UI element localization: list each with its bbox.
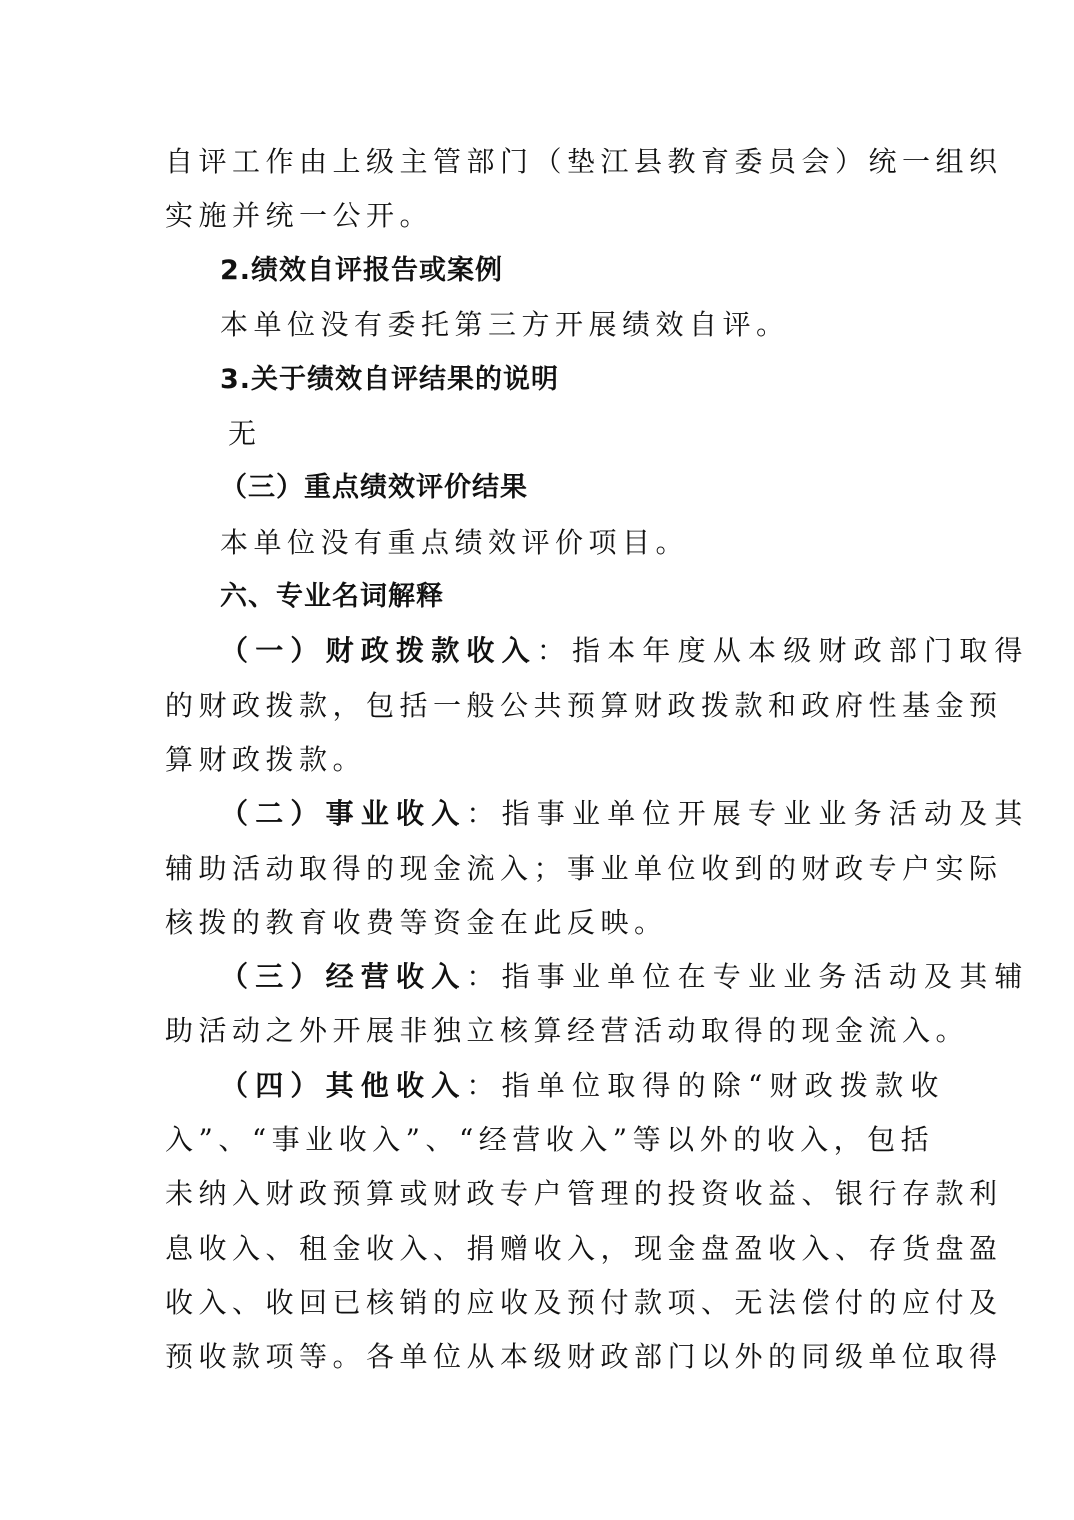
paragraph-line: 本单位没有委托第三方开展绩效自评。 [220,308,790,341]
term-label: （四）其他收入 [220,1069,467,1102]
paragraph-line: 辅助活动取得的现金流入；事业单位收到的财政专户实际 [165,852,1003,885]
paragraph-line: 自评工作由上级主管部门（垫江县教育委员会）统一组织 [165,145,1003,178]
term-definition-line [220,794,1030,834]
paragraph-line: 核拨的教育收费等资金在此反映。 [165,906,668,939]
term-text: ：指事业单位在专业业务活动及其辅 [466,960,1030,993]
term-text: ：指事业单位开展专业业务活动及其 [466,797,1030,830]
paragraph-line: 无 [228,417,257,450]
term-label: （一）财政拨款收入 [220,634,537,667]
paragraph-line: 收入、收回已核销的应收及预付款项、无法偿付的应付及 [165,1286,1003,1319]
term-definition-line [220,957,1030,997]
section-heading: 3.关于绩效自评结果的说明 [220,364,560,395]
paragraph-line: 息收入、租金收入、捐赠收入，现金盘盈收入、存货盘盈 [165,1232,1003,1265]
term-definition-line [220,631,1030,671]
section-heading: 六、专业名词解释 [220,581,444,612]
term-label: （二）事业收入 [220,797,467,830]
section-heading: （三）重点绩效评价结果 [220,472,528,503]
term-label: （三）经营收入 [220,960,467,993]
paragraph-line: 实施并统一公开。 [165,199,434,232]
section-heading: 2.绩效自评报告或案例 [220,255,504,286]
term-definition-line [220,1066,946,1106]
paragraph-line: 算财政拨款。 [165,743,367,776]
paragraph-line: 入”、“事业收入”、“经营收入”等以外的收入，包括 [165,1123,935,1156]
paragraph-line: 预收款项等。各单位从本级财政部门以外的同级单位取得 [165,1340,1003,1373]
paragraph-line: 助活动之外开展非独立核算经营活动取得的现金流入。 [165,1014,970,1047]
paragraph-line: 未纳入财政预算或财政专户管理的投资收益、银行存款利 [165,1177,1003,1210]
paragraph-line: 的财政拨款，包括一般公共预算财政拨款和政府性基金预 [165,689,1003,722]
term-text: ：指本年度从本级财政部门取得 [536,634,1030,667]
term-text: ：指单位取得的除“财政拨款收 [466,1069,946,1102]
paragraph-line: 本单位没有重点绩效评价项目。 [220,526,690,559]
